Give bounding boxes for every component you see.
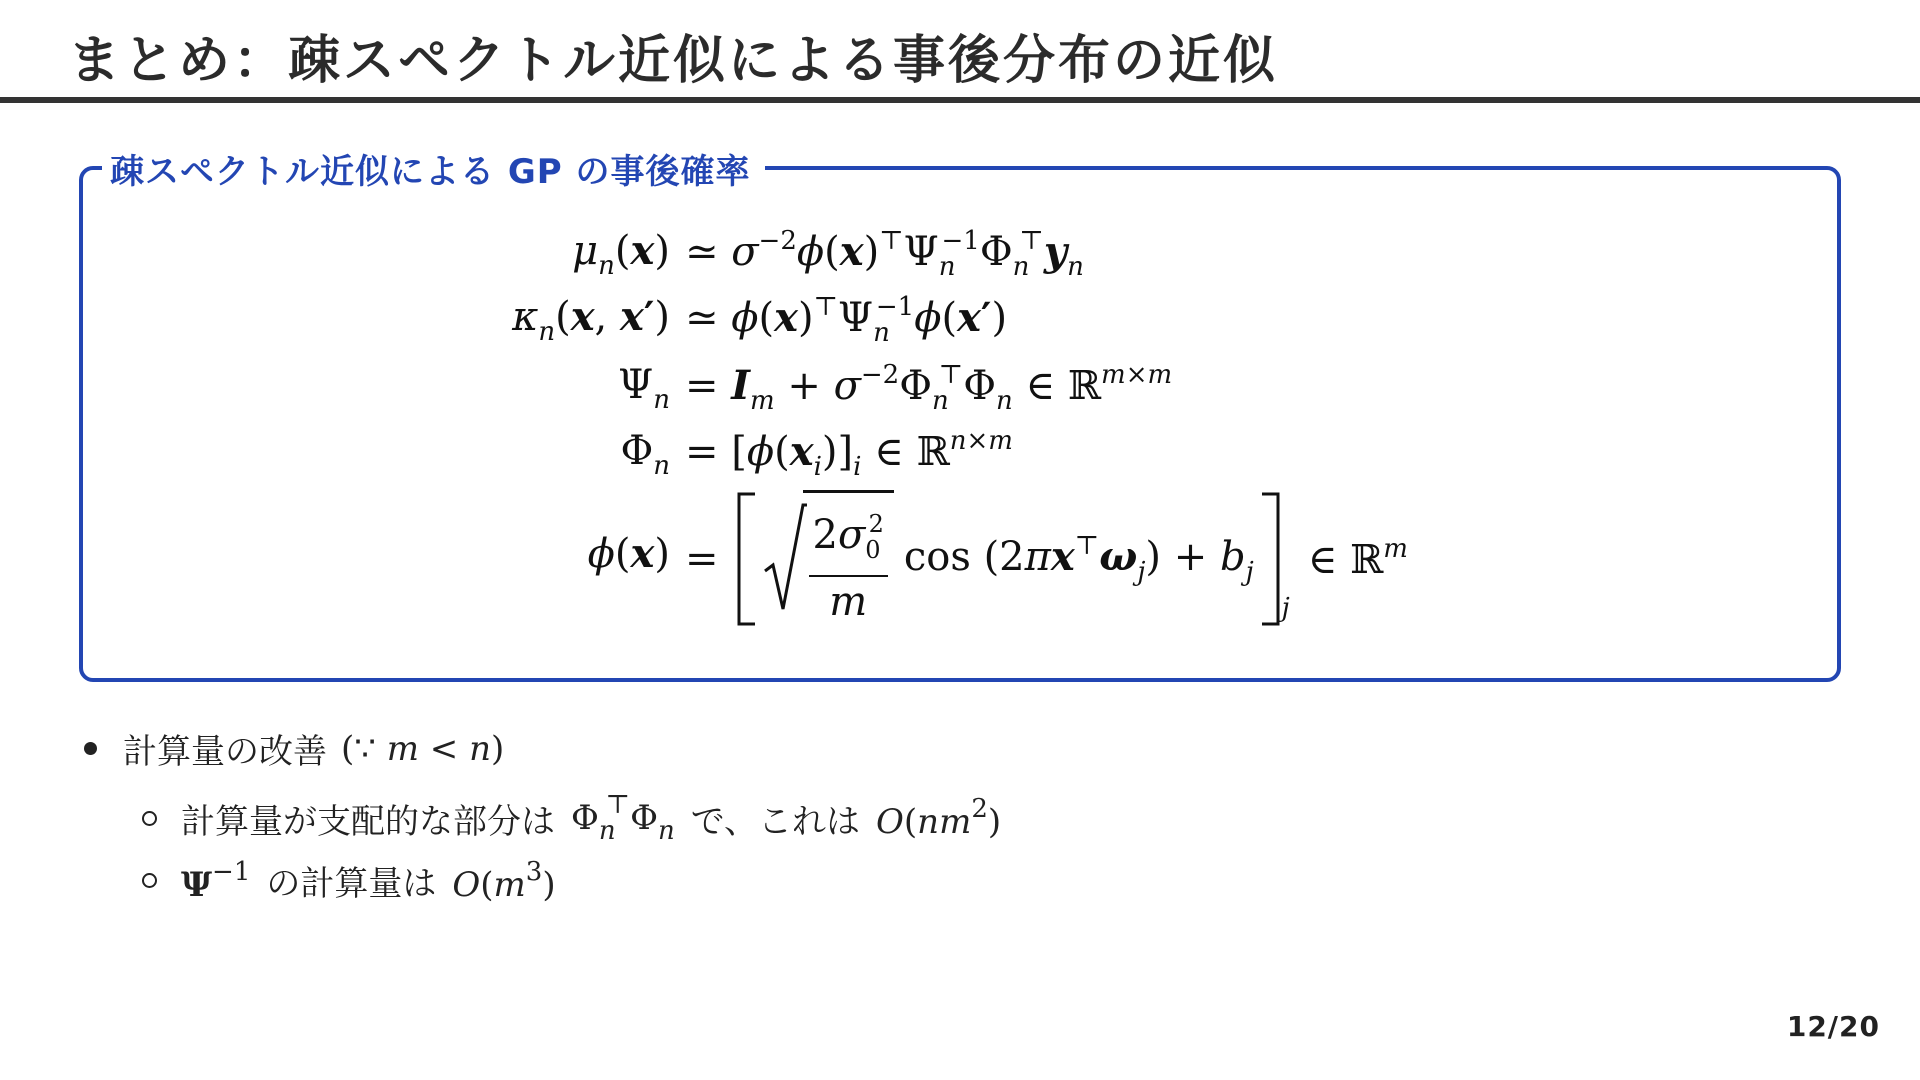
equation-feature-map: ϕ(x) = $\frac{2\sigma_0^2}{m}$ $\cos (2\pi x^⊤\omega_j) + b_j$ $_j$ ∈ ℝ$^m$: [0, 500, 1920, 620]
bullet-dot: [84, 742, 97, 755]
right-bracket: [1260, 492, 1282, 626]
page-title: まとめ：疎スペクトル近似による事後分布の近似: [68, 31, 1279, 91]
bullet-text: の計算量は: [266, 864, 437, 904]
sub-bullet-circle: [142, 873, 157, 888]
bullet-text-2: で、これは: [690, 801, 861, 842]
bullet-psi-inverse-cost: $\Psi^{-1}$ の計算量は $O(m^3)$: [142, 856, 556, 905]
left-bracket: [735, 492, 757, 626]
bullet-dominant-cost: 計算量が支配的な部分は $\Phi_n^⊤\Phi_n$ で、これは $O(nm^2)$: [142, 790, 1001, 846]
theorem-box-title: 疎スペクトル近似による GP の事後確率: [102, 144, 765, 193]
title-divider: [0, 97, 1920, 103]
equation-posterior-mean: $\mu_n(x)$ ≃ $\sigma^{-2}\phi(x)^⊤\Psi_n^{-1}\Phi_n^⊤y_n$: [572, 226, 1084, 282]
bullet-text: 計算量が支配的な部分は: [181, 801, 555, 842]
equation-phi-matrix: $\Phi_n$ = $[\phi(x_i)]_i$ ∈ ℝ$^{n\times m}$: [620, 426, 1013, 482]
bullet-complexity-improvement: 計算量の改善 (∵ m < n): [84, 724, 504, 773]
sqrt-sign: [763, 501, 807, 617]
bullet-text: 計算量の改善: [123, 732, 327, 772]
equation-posterior-covariance: $\kappa_n(x$, x′) ≃ $\phi(x)^⊤\Psi_n^{-1}\phi(x')$: [512, 292, 1008, 348]
page-number: 12/20: [1786, 1010, 1880, 1043]
sub-bullet-circle: [142, 811, 157, 826]
equation-psi: $\Psi_n$ = $I_m + \sigma^{-2}\Phi_n^⊤\Phi_n$ ∈ ℝ$^{m\times m}$: [618, 360, 1173, 416]
